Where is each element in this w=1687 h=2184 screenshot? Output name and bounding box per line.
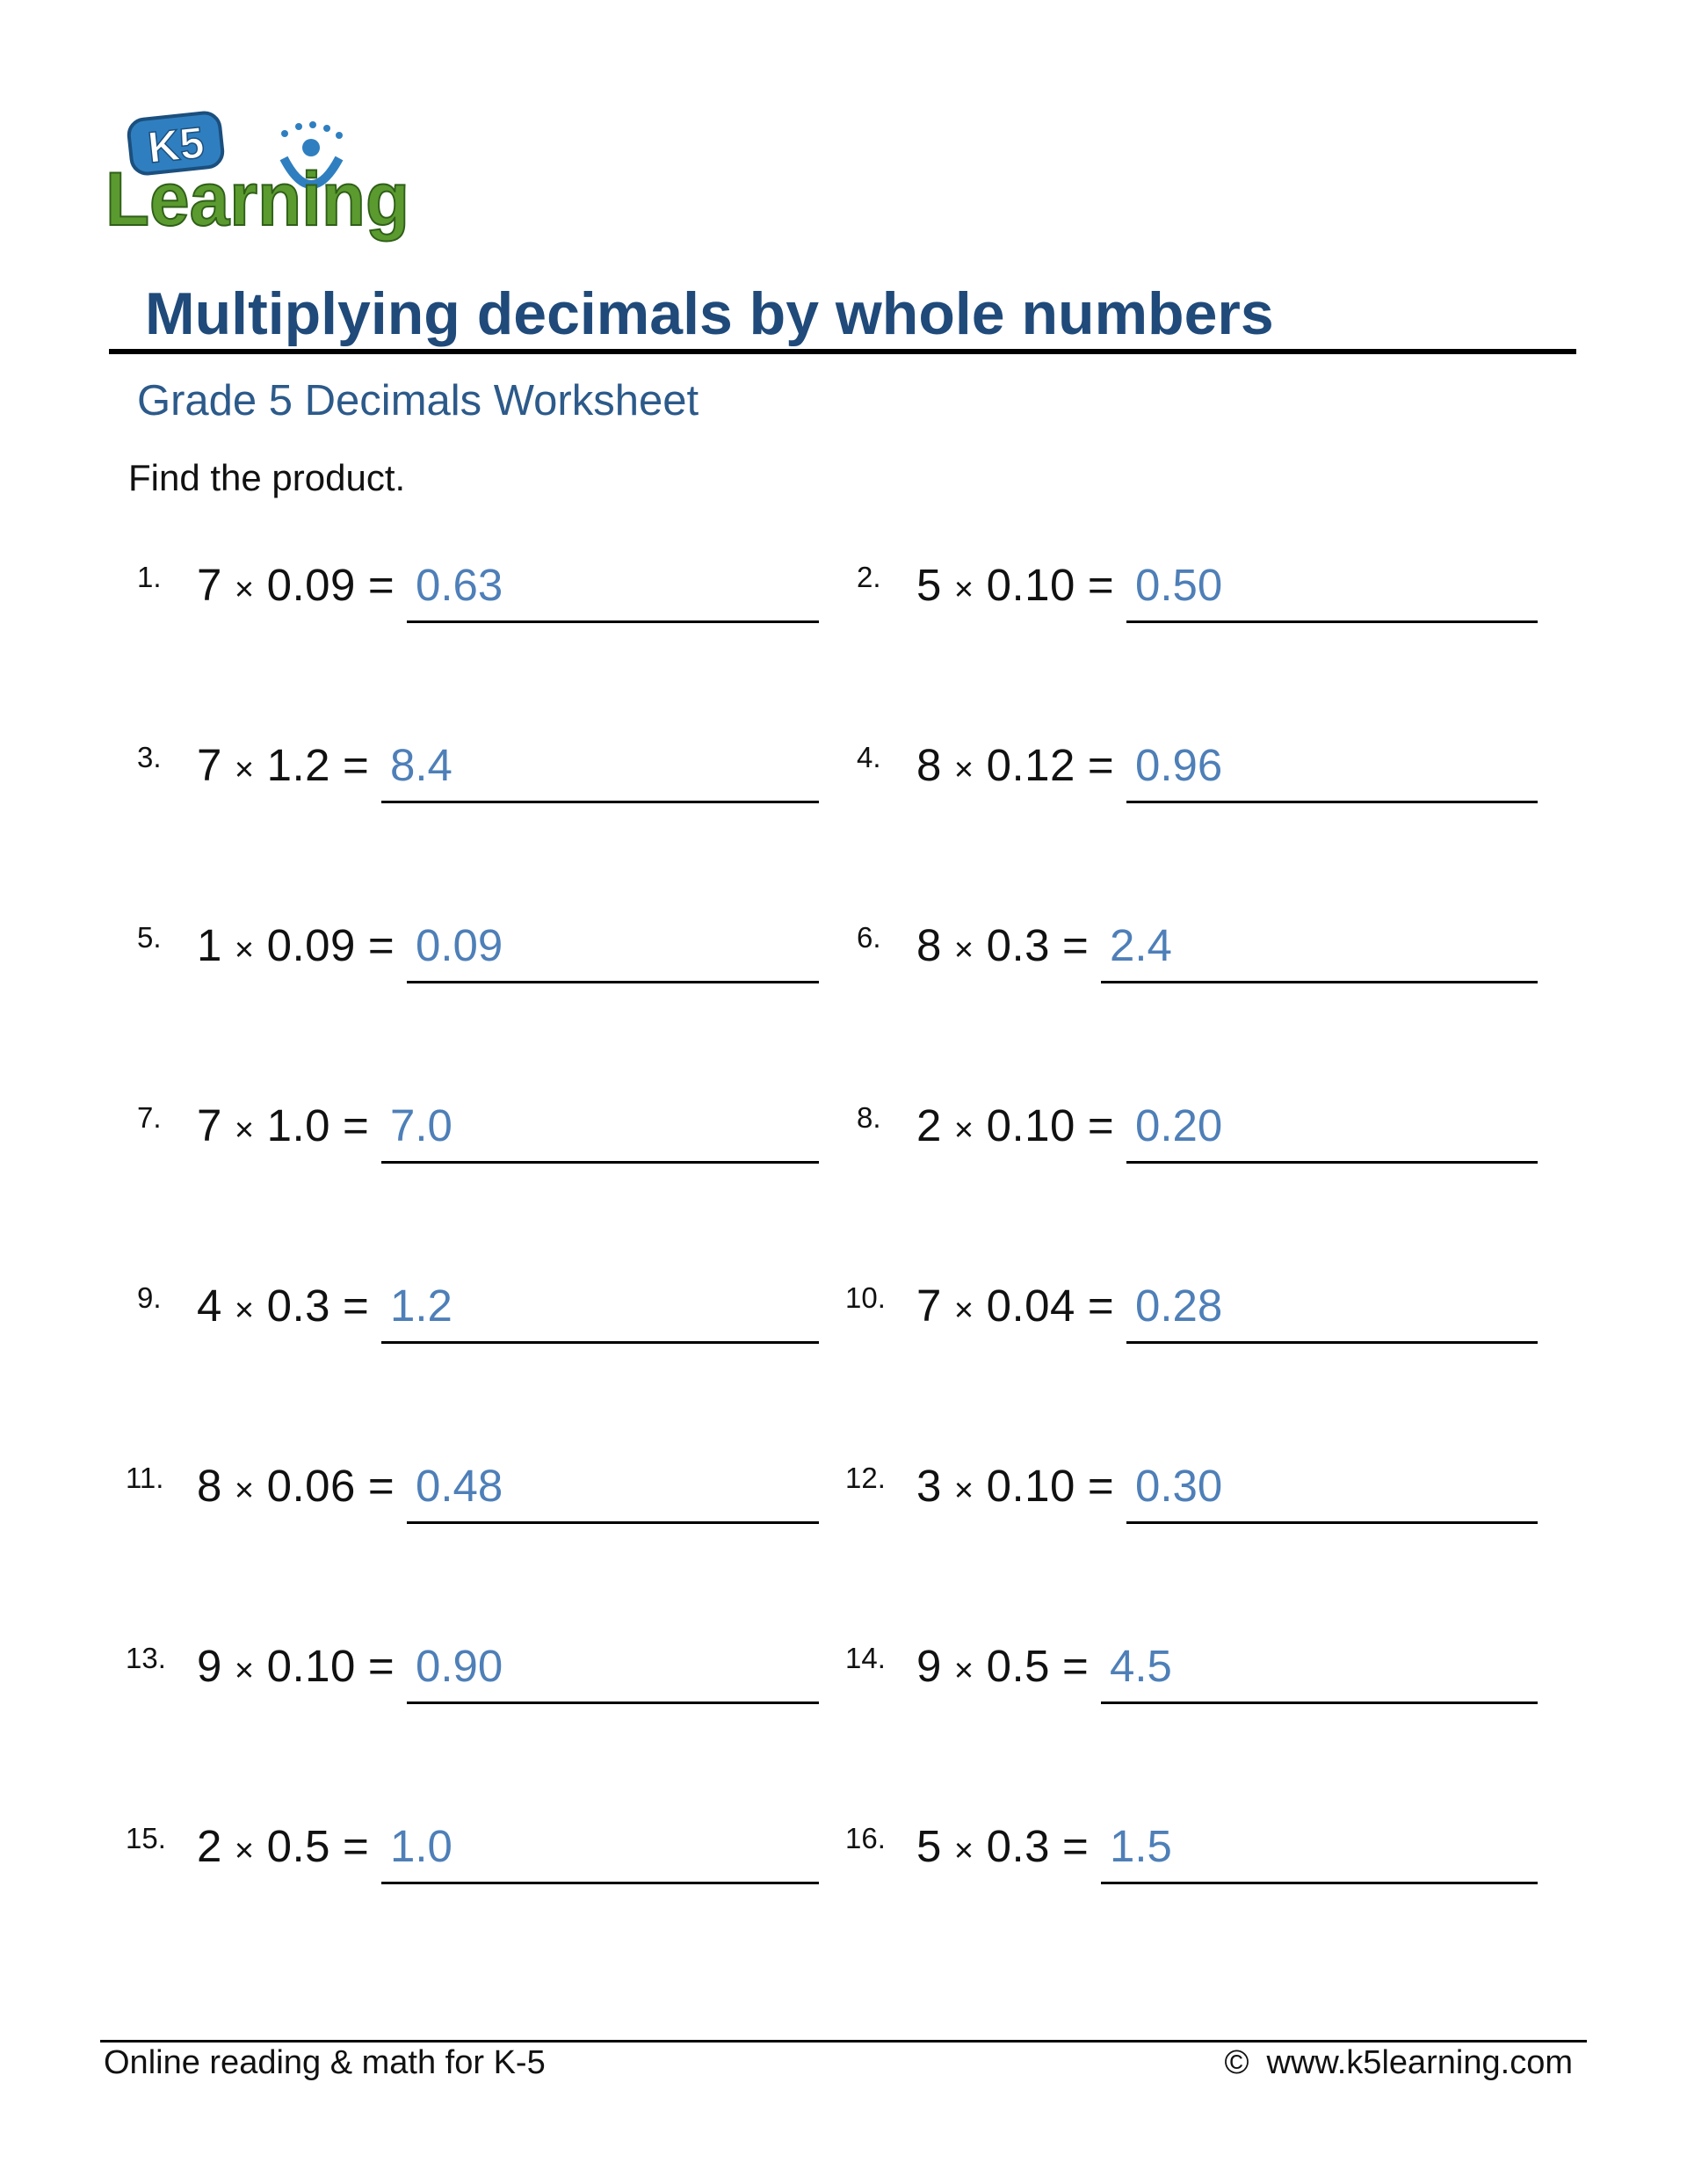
equals-sign: = (342, 1100, 370, 1150)
times-sign: × (953, 1832, 974, 1869)
equals-sign: = (1061, 1641, 1090, 1691)
factor-b: 0.3 (266, 1281, 330, 1331)
problem-number: 4. (857, 741, 881, 773)
problem-expression (916, 1099, 1123, 1151)
footer-url[interactable]: www.k5learning.com (1266, 2044, 1573, 2081)
problem-expression (197, 1820, 378, 1872)
factor-a: 8 (197, 1461, 222, 1511)
problem-number: 1. (137, 561, 162, 593)
answer-value[interactable]: 1.5 (1110, 1821, 1172, 1871)
problem-expression (197, 1280, 378, 1331)
answer-value[interactable]: 0.09 (416, 920, 503, 970)
worksheet-subtitle: Grade 5 Decimals Worksheet (137, 377, 699, 424)
answer-line (407, 1701, 819, 1704)
equals-sign: = (1087, 1281, 1115, 1331)
problem-number: 7. (137, 1101, 162, 1134)
answer-value[interactable]: 0.20 (1135, 1100, 1223, 1150)
problem-expression (197, 1099, 378, 1151)
answer-line (381, 1882, 819, 1884)
answer-line (407, 1521, 819, 1524)
times-sign: × (953, 1292, 974, 1329)
equals-sign: = (367, 920, 395, 970)
problem-expression (916, 559, 1123, 611)
answer-value[interactable]: 0.30 (1135, 1461, 1223, 1511)
answer-value[interactable]: 0.50 (1135, 560, 1223, 610)
factor-b: 0.12 (986, 740, 1075, 790)
problem-expression (916, 1280, 1123, 1331)
factor-a: 2 (916, 1100, 942, 1150)
factor-b: 0.10 (266, 1641, 356, 1691)
problem-expression (916, 1820, 1097, 1872)
problem-expression (916, 1460, 1123, 1512)
problem-number: 8. (857, 1101, 881, 1134)
answer-value[interactable]: 2.4 (1110, 920, 1172, 970)
equals-sign: = (1087, 560, 1115, 610)
factor-a: 7 (197, 560, 222, 610)
logo-stars (281, 121, 343, 139)
factor-b: 0.10 (986, 560, 1075, 610)
times-sign: × (234, 1112, 255, 1149)
factor-b: 0.09 (266, 920, 356, 970)
problem-expression (916, 739, 1123, 791)
problem-number: 14. (845, 1642, 886, 1674)
times-sign: × (234, 1652, 255, 1689)
factor-a: 4 (197, 1281, 222, 1331)
factor-a: 8 (916, 920, 942, 970)
times-sign: × (953, 1652, 974, 1689)
times-sign: × (953, 932, 974, 969)
equals-sign: = (342, 1821, 370, 1871)
problem-expression (197, 559, 403, 611)
times-sign: × (953, 1112, 974, 1149)
problem-number: 13. (126, 1642, 166, 1674)
answer-line (381, 801, 819, 803)
answer-value[interactable]: 0.28 (1135, 1281, 1223, 1331)
answer-value[interactable]: 4.5 (1110, 1641, 1172, 1691)
answer-value[interactable]: 0.48 (416, 1461, 503, 1511)
equals-sign: = (342, 740, 370, 790)
answer-value[interactable]: 1.0 (390, 1821, 453, 1871)
answer-line (1126, 801, 1538, 803)
problem-number: 16. (845, 1822, 886, 1854)
factor-b: 0.09 (266, 560, 356, 610)
k5-learning-logo (104, 105, 411, 246)
equals-sign: = (342, 1281, 370, 1331)
equals-sign: = (1087, 1461, 1115, 1511)
problem-number: 2. (857, 561, 881, 593)
factor-b: 0.06 (266, 1461, 356, 1511)
problem-expression (916, 1640, 1097, 1692)
answer-value[interactable]: 8.4 (390, 740, 453, 790)
problem-number: 3. (137, 741, 162, 773)
factor-a: 7 (197, 740, 222, 790)
answer-value[interactable]: 0.90 (416, 1641, 503, 1691)
instructions: Find the product. (128, 457, 406, 498)
answer-line (1126, 620, 1538, 623)
answer-value[interactable]: 0.63 (416, 560, 503, 610)
factor-a: 7 (916, 1281, 942, 1331)
factor-b: 0.10 (986, 1100, 1075, 1150)
answer-line (1101, 1882, 1538, 1884)
factor-b: 0.10 (986, 1461, 1075, 1511)
times-sign: × (234, 1832, 255, 1869)
answer-line (1126, 1341, 1538, 1344)
answer-line (1101, 981, 1538, 983)
equals-sign: = (367, 560, 395, 610)
answer-value[interactable]: 7.0 (390, 1100, 453, 1150)
equals-sign: = (367, 1641, 395, 1691)
answer-line (381, 1341, 819, 1344)
problem-number: 10. (845, 1281, 886, 1314)
factor-b: 1.0 (266, 1100, 330, 1150)
answer-line (407, 620, 819, 623)
problem-number: 12. (845, 1462, 886, 1494)
problem-expression (197, 739, 378, 791)
factor-b: 0.5 (986, 1641, 1050, 1691)
equals-sign: = (1087, 1100, 1115, 1150)
factor-b: 0.5 (266, 1821, 330, 1871)
problem-expression (197, 1640, 403, 1692)
times-sign: × (234, 751, 255, 788)
copyright-symbol: © (1224, 2044, 1249, 2081)
problem-number: 9. (137, 1281, 162, 1314)
equals-sign: = (1061, 920, 1090, 970)
times-sign: × (234, 1292, 255, 1329)
factor-a: 5 (916, 560, 942, 610)
problem-number: 11. (126, 1462, 164, 1494)
answer-line (407, 981, 819, 983)
problem-expression (916, 919, 1097, 971)
times-sign: × (953, 751, 974, 788)
problem-number: 15. (126, 1822, 166, 1854)
times-sign: × (234, 932, 255, 969)
equals-sign: = (1061, 1821, 1090, 1871)
factor-a: 5 (916, 1821, 942, 1871)
problem-number: 5. (137, 921, 162, 954)
footer-tagline: Online reading & math for K-5 (104, 2044, 546, 2081)
factor-a: 1 (197, 920, 222, 970)
worksheet-title: Multiplying decimals by whole numbers (145, 280, 1274, 347)
times-sign: × (953, 571, 974, 608)
times-sign: × (953, 1472, 974, 1509)
problem-expression (197, 919, 403, 971)
footer-site (1225, 2044, 1573, 2082)
logo-word: Learning (105, 157, 409, 242)
factor-b: 0.3 (986, 920, 1050, 970)
footer-divider (100, 2040, 1587, 2043)
title-divider (109, 349, 1576, 354)
answer-value[interactable]: 1.2 (390, 1281, 453, 1331)
factor-a: 2 (197, 1821, 222, 1871)
factor-a: 9 (916, 1641, 942, 1691)
problem-expression (197, 1460, 403, 1512)
problem-number: 6. (857, 921, 881, 954)
factor-a: 3 (916, 1461, 942, 1511)
equals-sign: = (1087, 740, 1115, 790)
answer-line (1126, 1161, 1538, 1164)
factor-a: 7 (197, 1100, 222, 1150)
factor-b: 0.04 (986, 1281, 1075, 1331)
answer-line (1101, 1701, 1538, 1704)
answer-value[interactable]: 0.96 (1135, 740, 1223, 790)
factor-a: 9 (197, 1641, 222, 1691)
equals-sign: = (367, 1461, 395, 1511)
factor-b: 0.3 (986, 1821, 1050, 1871)
times-sign: × (234, 571, 255, 608)
logo-badge-text: K5 (145, 117, 206, 173)
times-sign: × (234, 1472, 255, 1509)
answer-line (1126, 1521, 1538, 1524)
factor-a: 8 (916, 740, 942, 790)
factor-b: 1.2 (266, 740, 330, 790)
answer-line (381, 1161, 819, 1164)
